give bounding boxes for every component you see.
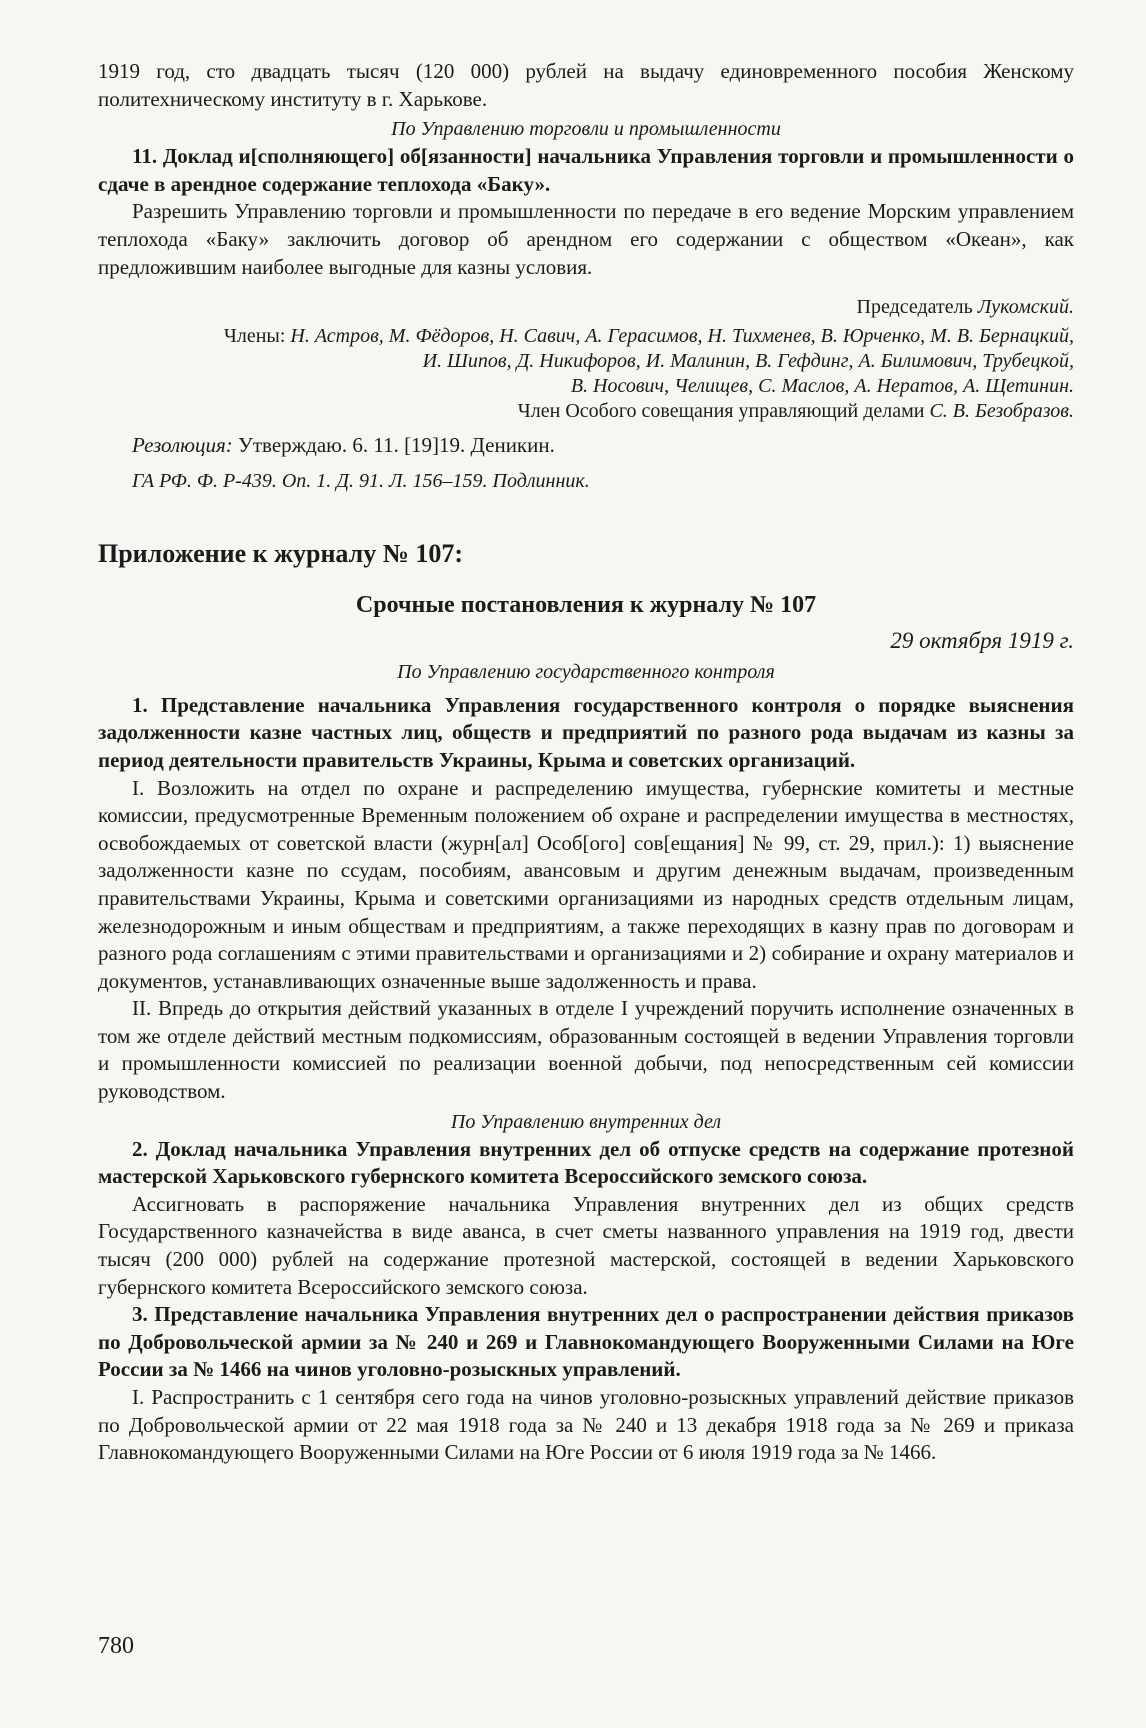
section-heading-trade: По Управлению торговли и промышленности	[391, 118, 781, 141]
item-2-text: Ассигновать в распоряжение начальника Управления внутренних дел из общих средств Государственного казначейства в виде аванса, в счет сметы названного управления на 1919 год, двести тысяч (200 000) рублей на содержание протезной мастерской, состоящей в ведении Харьковского губернского комитета Всероссийского земского союза.	[98, 1191, 1074, 1299]
item-2-heading: 2. Доклад начальника Управления внутренних дел об отпуске средств на содержание протезной мастерской Харьковского губернского комитета Всероссийского земского союза.	[98, 1136, 1074, 1189]
manager-name: С. В. Безобразов.	[929, 400, 1074, 423]
resolution-text: Утверждаю. 6. 11. [19]19. Деникин.	[237, 433, 555, 458]
page-number: 780	[98, 1633, 134, 1659]
resolution-label: Резолюция:	[132, 433, 233, 458]
members-line-3: В. Носович, Челищев, С. Маслов, А. Нератов, А. Щетинин.	[570, 375, 1074, 398]
item-3-text: I. Распространить с 1 сентября сего года на чинов уголовно-розыскных управлений действие приказов по Добровольческой армии от 22 мая 1918 года за № 240 и 13 декабря 1918 года за № 269 и приказа Главнокомандующего Вооруженными Силами на Юге России от 6 июля 1919 года за № 1466.	[98, 1385, 1074, 1465]
members-block	[98, 324, 1074, 399]
section-heading-internal-affairs: По Управлению внутренних дел	[450, 1110, 722, 1133]
item-1-part-1: I. Возложить на отдел по охране и распределению имущества, губернские комитеты и местные комиссии, предусмотренные Временным положением об охране и распределении имущества в местностях, освобождаемых от советской власти (журн[ал] Особ[ого] сов[ещания] № 99, ст. 29, прил.): 1) выяснение задолженности казне по ссудам, пособиям, авансовым и другим денежным выдачам, произведенным правительствами Украины, Крыма и советскими организациями из народных средств отдельным лицам, железнодорожным и иным обществам и предприятиям, а также переходящих в казну прав по договорам и разного рода соглашениям с этими правительствами и организациями и 2) собирание и охрану материалов и документов, устанавливающих означенные выше задолженность и права.	[98, 775, 1074, 993]
section-heading-state-control: По Управлению государственного контроля	[397, 660, 775, 683]
item-1-heading: 1. Представление начальника Управления государственного контроля о порядке выяснения задолженности казне частных лиц, обществ и предприятий по разного рода выдачам из казны за период деятельности правительств Украины, Крыма и советских организаций.	[98, 692, 1074, 772]
archive-reference: ГА РФ. Ф. Р-439. Оп. 1. Д. 91. Л. 156–159. Подлинник.	[132, 469, 590, 492]
resolution	[98, 432, 1074, 460]
members-line-2: И. Шипов, Д. Никифоров, И. Малинин, В. Гефдинг, А. Билимович, Трубецкой,	[422, 350, 1074, 373]
document-date: 29 октября 1919 г.	[890, 627, 1074, 653]
item-3-heading: 3. Представление начальника Управления внутренних дел о распространении действия приказов по Добровольческой армии за № 240 и 269 и Главнокомандующего Вооруженными Силами на Юге России за № 1466 на чинов уголовно-розыскных управлений.	[98, 1302, 1074, 1382]
item-11-heading: 11. Доклад и[сполняющего] об[язанности] начальника Управления торговли и промышленности о сдаче в арендное содержание теплохода «Баку».	[98, 144, 1074, 196]
members-label: Члены:	[223, 325, 286, 348]
urgent-resolutions-title: Срочные постановления к журналу № 107	[355, 591, 817, 618]
item-1-part-2: II. Впредь до открытия действий указанных в отделе I учреждений поручить исполнение означенных в том же отделе действий местным подкомиссиям, образованным состоящей в ведении Управления торговли и промышленности комиссией по реализации военной добычи, под непосредственным сей комиссии руководством.	[98, 996, 1074, 1104]
manager-label: Член Особого совещания управляющий делами	[517, 400, 925, 423]
annex-title: Приложение к журналу № 107:	[98, 538, 464, 568]
item-11-text: Разрешить Управлению торговли и промышленности по передаче в его ведение Морским управлением теплохода «Баку» заключить договор об арендном его содержании с обществом «Океан», как предложившим наиболее выгодные для казны условия.	[98, 199, 1074, 279]
chairman-signature	[98, 295, 1074, 320]
paragraph-women-institute: 1919 год, сто двадцать тысяч (120 000) рублей на выдачу единовременного пособия Женскому политехническому институту в г. Харькове.	[98, 59, 1074, 111]
members-line-1: Н. Астров, М. Фёдоров, Н. Савич, А. Герасимов, Н. Тихменев, В. Юрченко, М. В. Бернацкий,	[290, 325, 1074, 348]
chairman-name: Лукомский.	[977, 296, 1074, 319]
chairman-label: Председатель	[856, 296, 973, 319]
manager-signature	[98, 399, 1074, 424]
